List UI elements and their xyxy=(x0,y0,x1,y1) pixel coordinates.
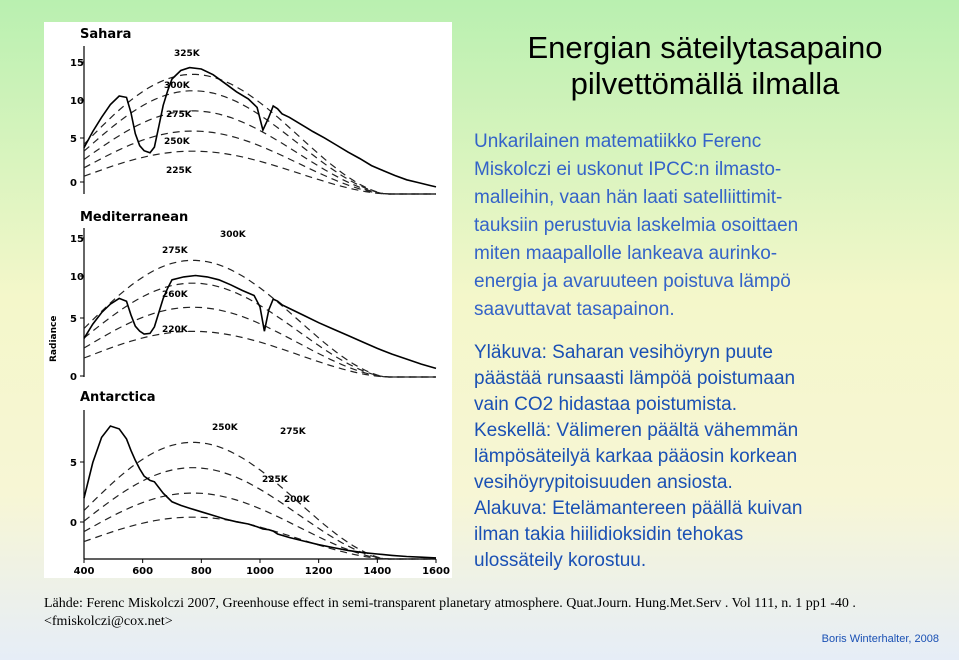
blackbody-reference-curve xyxy=(84,468,436,559)
temperature-curve-label: 325K xyxy=(174,49,200,59)
y-tick-label: 0 xyxy=(70,372,77,383)
y-tick-label: 0 xyxy=(70,518,77,529)
blackbody-reference-curve xyxy=(84,260,436,377)
temperature-curve-label: 200K xyxy=(284,495,310,505)
blackbody-reference-curve xyxy=(84,442,436,559)
intro-line: miten maapallolle lankeava aurinko- xyxy=(474,243,778,264)
caption-line: vain CO2 hidastaa poistumista. xyxy=(474,394,737,415)
measured-spectrum-line xyxy=(84,426,436,558)
temperature-curve-label: 225K xyxy=(262,475,288,485)
temperature-curve-label: 225K xyxy=(166,166,192,176)
temperature-curve-label: 275K xyxy=(162,246,188,256)
caption-line: ilman takia hiilidioksidin tehokas xyxy=(474,524,744,545)
y-tick-label: 5 xyxy=(70,458,77,469)
y-axis-label: Radiance xyxy=(49,315,59,362)
x-tick-label: 400 xyxy=(73,566,95,577)
blackbody-reference-curve xyxy=(84,493,436,559)
caption-line: Alakuva: Etelämantereen päällä kuivan xyxy=(474,498,803,519)
intro-line: malleihin, vaan hän laati satelliittimit- xyxy=(474,187,783,208)
blackbody-reference-curve xyxy=(84,131,436,194)
y-tick-label: 5 xyxy=(70,134,77,145)
page-title xyxy=(470,30,940,102)
caption-line: ulossäteily korostuu. xyxy=(474,550,647,571)
temperature-curve-label: 260K xyxy=(162,290,188,300)
measured-spectrum-line xyxy=(84,68,436,187)
intro-line: tauksiin perustuvia laskelmia osoittaen xyxy=(474,215,799,236)
intro-line: saavuttavat tasapainon. xyxy=(474,299,675,320)
temperature-curve-label: 250K xyxy=(164,137,190,147)
y-tick-label: 10 xyxy=(70,272,84,283)
panel-title-mediterranean: Mediterranean xyxy=(80,210,189,225)
y-tick-label: 0 xyxy=(70,178,77,189)
temperature-curve-label: 275K xyxy=(166,110,192,120)
blackbody-reference-curve xyxy=(84,283,436,377)
x-tick-label: 600 xyxy=(132,566,154,577)
blackbody-reference-curve xyxy=(84,151,436,194)
x-tick-label: 1200 xyxy=(304,566,333,577)
blackbody-reference-curve xyxy=(84,91,436,194)
source-citation xyxy=(44,595,924,631)
intro-text xyxy=(474,128,924,324)
y-tick-label: 10 xyxy=(70,96,84,107)
x-tick-label: 800 xyxy=(190,566,212,577)
panel-title-antarctica: Antarctica xyxy=(80,390,156,405)
temperature-curve-label: 220K xyxy=(162,325,188,335)
blackbody-reference-curve xyxy=(84,517,436,559)
panel-title-sahara: Sahara xyxy=(80,27,132,42)
intro-line: Unkarilainen matematiikko Ferenc xyxy=(474,131,762,152)
y-tick-label: 5 xyxy=(70,314,77,325)
intro-line: energia ja avaruuteen poistuva lämpö xyxy=(474,271,791,292)
temperature-curve-label: 275K xyxy=(280,427,306,437)
temperature-curve-label: 300K xyxy=(164,81,190,91)
temperature-curve-label: 300K xyxy=(220,230,246,240)
title-line: pilvettömällä ilmalla xyxy=(570,66,840,101)
figure-captions xyxy=(474,340,934,574)
caption-line: vesihöyrypitoisuuden ansiosta. xyxy=(474,472,733,493)
x-tick-label: 1600 xyxy=(422,566,450,577)
x-tick-label: 1400 xyxy=(363,566,392,577)
caption-line: Keskellä: Välimeren päältä vähemmän xyxy=(474,420,799,441)
author-credit: Boris Winterhalter, 2008 xyxy=(821,633,939,645)
caption-line: lämpösäteilyä karkaa pääosin korkean xyxy=(474,446,798,467)
source-line: Lähde: Ferenc Miskolczi 2007, Greenhouse effect in semi-transparent planetary atmosphere. Quat.Journ. Hung.Met.Serv . Vol 111, n. 1 pp1 -40 . xyxy=(44,596,856,611)
x-tick-label: 1000 xyxy=(246,566,274,577)
caption-line: päästää runsaasti lämpöä poistumaan xyxy=(474,368,796,389)
measured-spectrum-line xyxy=(84,276,436,369)
blackbody-reference-curve xyxy=(84,331,436,377)
title-line: Energian säteilytasapaino xyxy=(527,30,883,65)
radiance-spectra-chart xyxy=(44,22,452,578)
y-tick-label: 15 xyxy=(70,234,84,245)
intro-line: Miskolczi ei uskonut IPCC:n ilmasto- xyxy=(474,159,782,180)
caption-line: Yläkuva: Saharan vesihöyryn puute xyxy=(474,342,773,363)
blackbody-reference-curve xyxy=(84,111,436,194)
source-email: <fmiskolczi@cox.net> xyxy=(44,614,173,629)
blackbody-reference-curve xyxy=(84,74,436,194)
y-tick-label: 15 xyxy=(70,58,84,69)
spectra-figure xyxy=(44,22,452,578)
temperature-curve-label: 250K xyxy=(212,423,238,433)
